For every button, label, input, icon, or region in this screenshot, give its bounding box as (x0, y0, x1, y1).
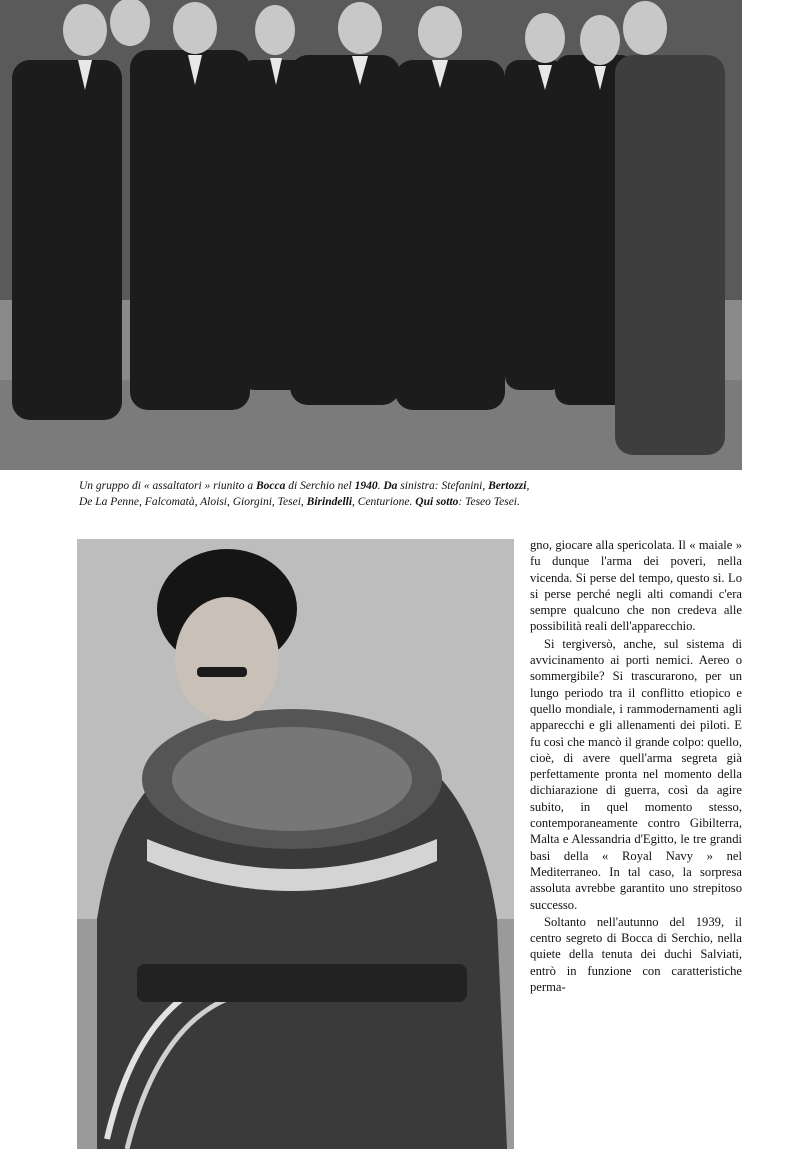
article-paragraph: gno, giocare alla spericolata. Il « maiale » fu dunque l'arma dei poveri, nella vicenda. Si perse del tempo, questo sì. Lo si perse perché negli alti comandi c'era sempre qualcuno che non credeva alle possibilità reali dell'apparecchio. (530, 538, 742, 634)
group-photo (0, 0, 742, 470)
article-text-column (530, 537, 742, 995)
group-photo-illustration (0, 0, 742, 470)
article-paragraph: Si tergiversò, anche, sul sistema di avvicinamento ai porti nemici. Aereo o sommergibile? Si trascurarono, per un lungo periodo tra il conflitto etiopico e quello mondiale, i rammodernamenti agli apparecchi e gli allenamenti dei piloti. E fu così che mancò il grande colpo: quello, cioè, di avere quell'arma segreta già perfettamente pronta nel momento della dichiarazione di guerra, così da agire subito, in quel momento stesso, contemporaneamente contro Gibilterra, Malta e Alessandria d'Egitto, le tre grandi basi della « Royal Navy » nel Mediterraneo. In tal caso, la sorpresa assoluta avrebbe garantito uno strepitoso successo. (530, 636, 742, 912)
diver-illustration (77, 539, 514, 1149)
article-paragraph: Soltanto nell'autunno del 1939, il centro segreto di Bocca di Serchio, nella quiete della tenuta dei duchi Salviati, entrò in funzione con caratteristiche perma- (530, 914, 742, 995)
diver-portrait-photo (77, 539, 514, 1149)
photo-caption: Un gruppo di « assaltatori » riunito a Bocca di Serchio nel 1940. Da sinistra: Stefanini, Bertozzi, De La Penne, Falcomatà, Aloisi, Giorgini, Tesei, Birindelli, Centurione. Qui sotto: Teseo Tesei. (79, 480, 530, 508)
